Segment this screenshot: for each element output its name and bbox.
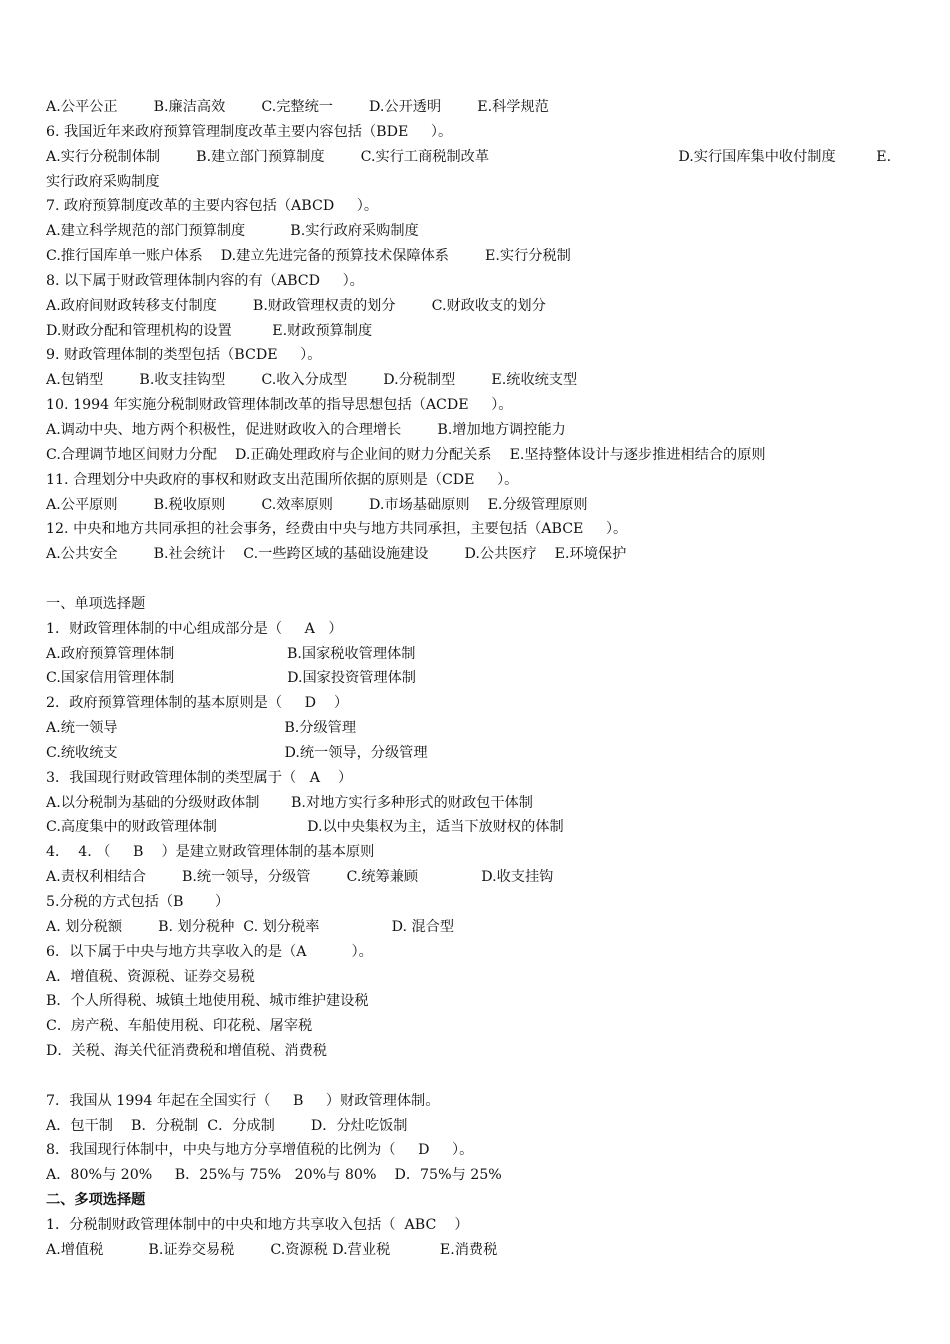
text-line: A.公平公正 B.廉洁高效 C.完整统一 D.公开透明 E.科学规范 <box>46 99 549 115</box>
question-line: 1．分税制财政管理体制中的中央和地方共享收入包括（ ABC ） <box>46 1216 469 1233</box>
question-line: 9. 财政管理体制的类型包括（BCDE ）。 <box>46 347 322 364</box>
question-line: 12. 中央和地方共同承担的社会事务，经费由中央与地方共同承担，主要包括（ABCE ）。 <box>46 521 628 538</box>
blank-line <box>46 567 916 592</box>
section-heading-multiple-choice: 二、多项选择题 <box>46 1192 146 1209</box>
text-line: C.推行国库单一账户体系 D.建立先进完备的预算技术保障体系 E.实行分税制 <box>46 248 571 265</box>
text-line: A.实行分税制体制 B.建立部门预算制度 C.实行工商税制改革 D.实行国库集中收付制度 E. <box>46 148 892 165</box>
text-line: C.合理调节地区间财力分配 D.正确处理政府与企业间的财力分配关系 E.坚持整体设计与逐步推进相结合的原则 <box>46 446 766 463</box>
text-line: A.责权利相结合 B.统一领导，分级管 C.统筹兼顾 D.收支挂钩 <box>46 869 554 886</box>
question-line: 4． 4. （ B ）是建立财政管理体制的基本原则 <box>46 844 375 861</box>
question-line: 11. 合理划分中央政府的事权和财政支出范围所依据的原则是（CDE ）。 <box>46 471 519 488</box>
text-line: A．80%与 20% B．25%与 75% 20%与 80% D．75%与 25% <box>46 1167 502 1184</box>
text-line: A.政府预算管理体制 B.国家税收管理体制 <box>46 645 416 662</box>
text-line: A．增值税、资源税、证券交易税 <box>46 968 255 985</box>
text-line: A.以分税制为基础的分级财政体制 B.对地方实行多种形式的财政包干体制 <box>46 794 533 811</box>
blank-line <box>46 1064 916 1089</box>
document-page <box>46 95 916 1263</box>
text-line: A.调动中央、地方两个积极性，促进财政收入的合理增长 B.增加地方调控能力 <box>46 421 566 438</box>
text-line: C.高度集中的财政管理体制 D.以中央集权为主，适当下放财权的体制 <box>46 819 564 836</box>
question-line: 10. 1994 年实施分税制财政管理体制改革的指导思想包括（ACDE ）。 <box>46 397 513 414</box>
text-line: C.国家信用管理体制 D.国家投资管理体制 <box>46 670 416 687</box>
text-line: A.包销型 B.收支挂钩型 C.收入分成型 D.分税制型 E.统收统支型 <box>46 372 578 389</box>
text-line: A. 划分税额 B. 划分税种 C. 划分税率 D. 混合型 <box>46 918 455 935</box>
text-line: 实行政府采购制度 <box>46 173 160 190</box>
text-line: A.公平原则 B.税收原则 C.效率原则 D.市场基础原则 E.分级管理原则 <box>46 496 588 513</box>
text-line: A.统一领导 B.分级管理 <box>46 720 357 737</box>
text-line: A.建立科学规范的部门预算制度 B.实行政府采购制度 <box>46 223 419 240</box>
text-line: A．包干制 B．分税制 C．分成制 D．分灶吃饭制 <box>46 1117 408 1134</box>
question-line: 1．财政管理体制的中心组成部分是（ A ） <box>46 620 343 637</box>
question-line: 2．政府预算管理体制的基本原则是（ D ） <box>46 695 349 712</box>
question-line: 6. 我国近年来政府预算管理制度改革主要内容包括（BDE ）。 <box>46 123 453 140</box>
question-line: 5.分税的方式包括（B ） <box>46 894 230 910</box>
question-line: 3．我国现行财政管理体制的类型属于（ A ） <box>46 769 353 786</box>
question-line: 6．以下属于中央与地方共享收入的是（A ）。 <box>46 943 373 960</box>
text-line: A.增值税 B.证券交易税 C.资源税 D.营业税 E.消费税 <box>46 1241 498 1258</box>
text-line: D．关税、海关代征消费税和增值税、消费税 <box>46 1043 327 1060</box>
question-line: 8．我国现行体制中，中央与地方分享增值税的比例为（ D ）。 <box>46 1142 474 1159</box>
section-heading-single-choice: 一、单项选择题 <box>46 595 146 612</box>
text-line: C．房产税、车船使用税、印花税、屠宰税 <box>46 1018 313 1035</box>
question-line: 7．我国从 1994 年起在全国实行（ B ）财政管理体制。 <box>46 1092 440 1109</box>
text-line: A.公共安全 B.社会统计 C.一些跨区域的基础设施建设 D.公共医疗 E.环境保护 <box>46 546 627 563</box>
text-line: A.政府间财政转移支付制度 B.财政管理权责的划分 C.财政收支的划分 <box>46 297 546 314</box>
text-line: B．个人所得税、城镇土地使用税、城市维护建设税 <box>46 993 369 1010</box>
question-line: 7. 政府预算制度改革的主要内容包括（ABCD ）。 <box>46 198 379 215</box>
question-line: 8. 以下属于财政管理体制内容的有（ABCD ）。 <box>46 272 364 289</box>
text-line: C.统收统支 D.统一领导，分级管理 <box>46 744 428 761</box>
text-line: D.财政分配和管理机构的设置 E.财政预算制度 <box>46 322 373 339</box>
